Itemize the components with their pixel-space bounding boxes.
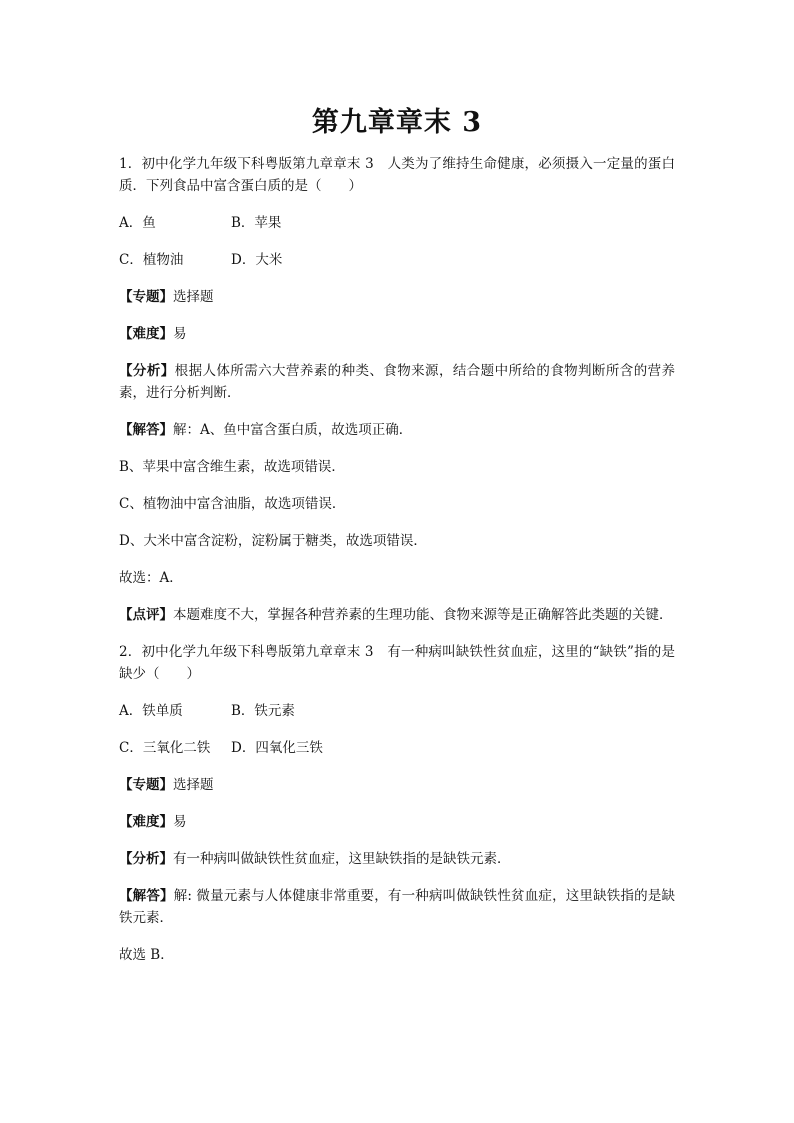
difficulty-value: 易: [173, 326, 187, 342]
question-2-options-row-1: [119, 700, 675, 722]
analysis-text: 根据人体所需六大营养素的种类、食物来源，结合题中所给的食物判断所含的营养素，进行分析判断．: [119, 363, 676, 401]
question-2-option-b: B．铁元素: [231, 703, 295, 719]
question-2-difficulty: [119, 811, 675, 833]
topic-value: 选择题: [173, 777, 214, 793]
question-1-topic: [119, 286, 675, 308]
analysis-label: 【分析】: [119, 363, 175, 379]
question-2-topic: [119, 774, 675, 796]
difficulty-label: 【难度】: [119, 814, 173, 830]
question-1-options-row-1: [119, 212, 675, 234]
question-1-difficulty: [119, 323, 675, 345]
analysis-text: 有一种病叫做缺铁性贫血症，这里缺铁指的是缺铁元素．: [173, 851, 511, 867]
question-1-option-d: D．大米: [231, 252, 283, 268]
page-title: 第九章章末 3: [311, 107, 483, 138]
question-1-answer-line-b: B、苹果中富含维生素，故选项错误．: [119, 459, 345, 475]
question-2-option-a: A．铁单质: [119, 703, 183, 719]
question-1-option-a: A．鱼: [119, 215, 156, 231]
question-2-analysis: [119, 848, 675, 870]
question-1-options-row-2: [119, 249, 675, 271]
question-2-options-row-2: [119, 737, 675, 759]
question-1-final-answer: 故选：A．: [119, 570, 183, 586]
question-1-option-b: B．苹果: [231, 215, 282, 231]
answer-line: 解：A、鱼中富含蛋白质，故选项正确．: [173, 422, 413, 438]
question-1-answer-line-c: C、植物油中富含油脂，故选项错误．: [119, 496, 346, 512]
answer-label: 【解答】: [119, 422, 173, 438]
document-content: [119, 153, 675, 981]
question-2-answer: [119, 885, 675, 929]
question-1-option-c: C．植物油: [119, 252, 184, 268]
comment-text: 本题难度不大，掌握各种营养素的生理功能、食物来源等是正确解答此类题的关键．: [173, 607, 673, 623]
comment-label: 【点评】: [119, 607, 173, 623]
answer-label: 【解答】: [119, 888, 174, 904]
difficulty-label: 【难度】: [119, 326, 173, 342]
question-2-option-d: D．四氧化三铁: [231, 740, 323, 756]
topic-label: 【专题】: [119, 777, 173, 793]
question-1-answer: [119, 419, 675, 441]
question-1-stem: 1．初中化学九年级下科粤版第九章章末 3 人类为了维持生命健康，必须摄入一定量的蛋白质．下列食品中富含蛋白质的是（ ）: [119, 156, 675, 194]
question-2-option-c: C．三氧化二铁: [119, 740, 211, 756]
question-2-stem: 2．初中化学九年级下科粤版第九章章末 3 有一种病叫缺铁性贫血症，这里的“缺铁”指的是缺少（ ）: [119, 644, 675, 682]
question-1-answer-line-d: D、大米中富含淀粉，淀粉属于糖类，故选项错误．: [119, 533, 427, 549]
question-1-analysis: [119, 360, 675, 404]
question-2-final-answer: 故选 B．: [119, 947, 174, 963]
topic-value: 选择题: [173, 289, 214, 305]
question-1-comment: [119, 604, 675, 626]
analysis-label: 【分析】: [119, 851, 173, 867]
difficulty-value: 易: [173, 814, 187, 830]
topic-label: 【专题】: [119, 289, 173, 305]
answer-text: 解: 微量元素与人体健康非常重要，有一种病叫做缺铁性贫血症，这里缺铁指的是缺铁元素．: [119, 888, 675, 926]
